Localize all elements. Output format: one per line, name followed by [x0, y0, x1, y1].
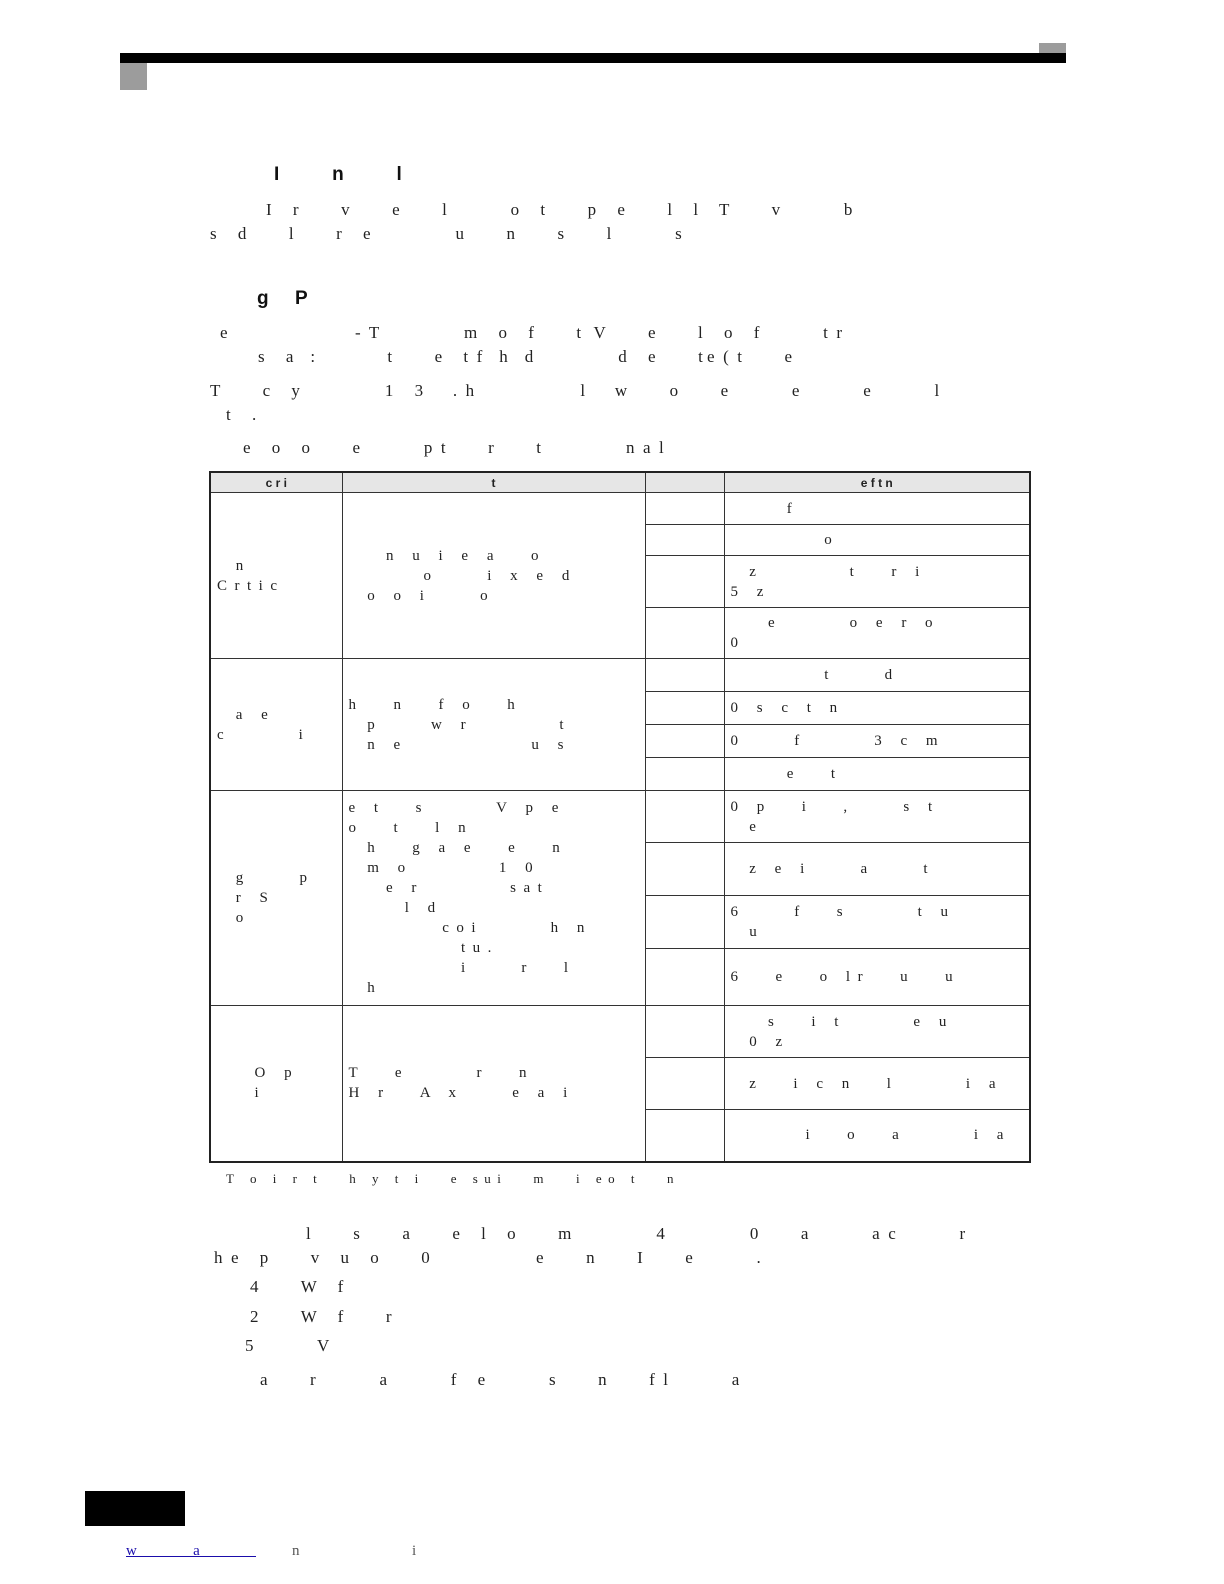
paragraph-2-line-1: e - T m o f t V e l o f t r [220, 323, 843, 342]
list-item: 5 V [245, 1336, 330, 1355]
table-header-row [210, 472, 1030, 493]
table-row [210, 1006, 1030, 1058]
result-cell: 6 e o l r u u [724, 949, 1030, 1006]
result-cell: 6 f s t u u [724, 896, 1030, 949]
col-header-result: e f t n [724, 472, 1030, 493]
criterion-cell: a e c i [210, 659, 342, 791]
header-tab-right [1039, 43, 1066, 53]
table-intro: e o o e p t r t n a l [243, 438, 664, 457]
section-heading-1: I n l [274, 164, 402, 185]
criterion-cell: n C r t i c [210, 493, 342, 659]
mid-cell [645, 1110, 724, 1162]
footer-link[interactable]: w a [126, 1543, 256, 1559]
result-cell: z t r i 5 z [724, 556, 1030, 608]
description-cell: T e r n H r A x e a i [342, 1006, 645, 1162]
header-bar [120, 53, 1066, 63]
section-heading-2: g P [257, 288, 308, 309]
result-cell: e t [724, 758, 1030, 791]
paragraph-1-line-2: s d l r e u n s l s [210, 224, 682, 243]
col-header-description: t [342, 472, 645, 493]
list-item: 4 W f [250, 1277, 344, 1296]
mid-cell [645, 659, 724, 692]
col-header-mid [645, 472, 724, 493]
result-cell: 0 f 3 c m [724, 725, 1030, 758]
description-cell: h n f o h p w r t n e u s [342, 659, 645, 791]
header-tab-left [120, 63, 147, 90]
mid-cell [645, 725, 724, 758]
paragraph-3-line-1: T c y 1 3 . h l w o e e e l [210, 381, 940, 400]
paragraph-3-line-2: t . [226, 405, 257, 424]
result-cell: i o a i a [724, 1110, 1030, 1162]
paragraph-4-line-2: h e p v u o 0 e n I e . [214, 1248, 761, 1267]
result-cell: f [724, 493, 1030, 525]
table-row [210, 659, 1030, 692]
result-cell: z e i a t [724, 843, 1030, 896]
mid-cell [645, 556, 724, 608]
result-cell: e o e r o 0 [724, 608, 1030, 659]
result-cell: o [724, 525, 1030, 556]
spec-table [209, 471, 1031, 1163]
paragraph-2-line-2: s a : t e t f h d d e t e ( t e [258, 347, 793, 366]
mid-cell [645, 949, 724, 1006]
paragraph-4-line-1: l s a e l o m 4 0 a a c r [306, 1224, 966, 1243]
col-header-criterion: c r i [210, 472, 342, 493]
result-cell: s i t e u 0 z [724, 1006, 1030, 1058]
paragraph-5: a r a f e s n f l a [260, 1370, 740, 1389]
paragraph-1-line-1: I r v e l o t p e l l T v b [266, 200, 853, 219]
table-note: T o i r t h y t i e s u i m i e o t n [226, 1171, 674, 1186]
mid-cell [645, 791, 724, 843]
mid-cell [645, 608, 724, 659]
list-item: 2 W f r [250, 1307, 392, 1326]
table-row [210, 791, 1030, 843]
mid-cell [645, 1006, 724, 1058]
result-cell: 0 s c t n [724, 692, 1030, 725]
description-cell: e t s V p e o t l n h g a e e n m o 1 0 e r s a t l d c o i h n t u . i r l h [342, 791, 645, 1006]
criterion-cell: g p r S o [210, 791, 342, 1006]
mid-cell [645, 525, 724, 556]
criterion-cell: O p i [210, 1006, 342, 1162]
mid-cell [645, 896, 724, 949]
table-row [210, 493, 1030, 525]
mid-cell [645, 758, 724, 791]
result-cell: t d [724, 659, 1030, 692]
footer-text: n i [292, 1543, 417, 1559]
footer-page-tab [85, 1491, 185, 1526]
result-cell: 0 p i , s t e [724, 791, 1030, 843]
description-cell: n u i e a o o i x e d o o i o [342, 493, 645, 659]
mid-cell [645, 692, 724, 725]
mid-cell [645, 843, 724, 896]
result-cell: z i c n l i a [724, 1058, 1030, 1110]
mid-cell [645, 493, 724, 525]
mid-cell [645, 1058, 724, 1110]
